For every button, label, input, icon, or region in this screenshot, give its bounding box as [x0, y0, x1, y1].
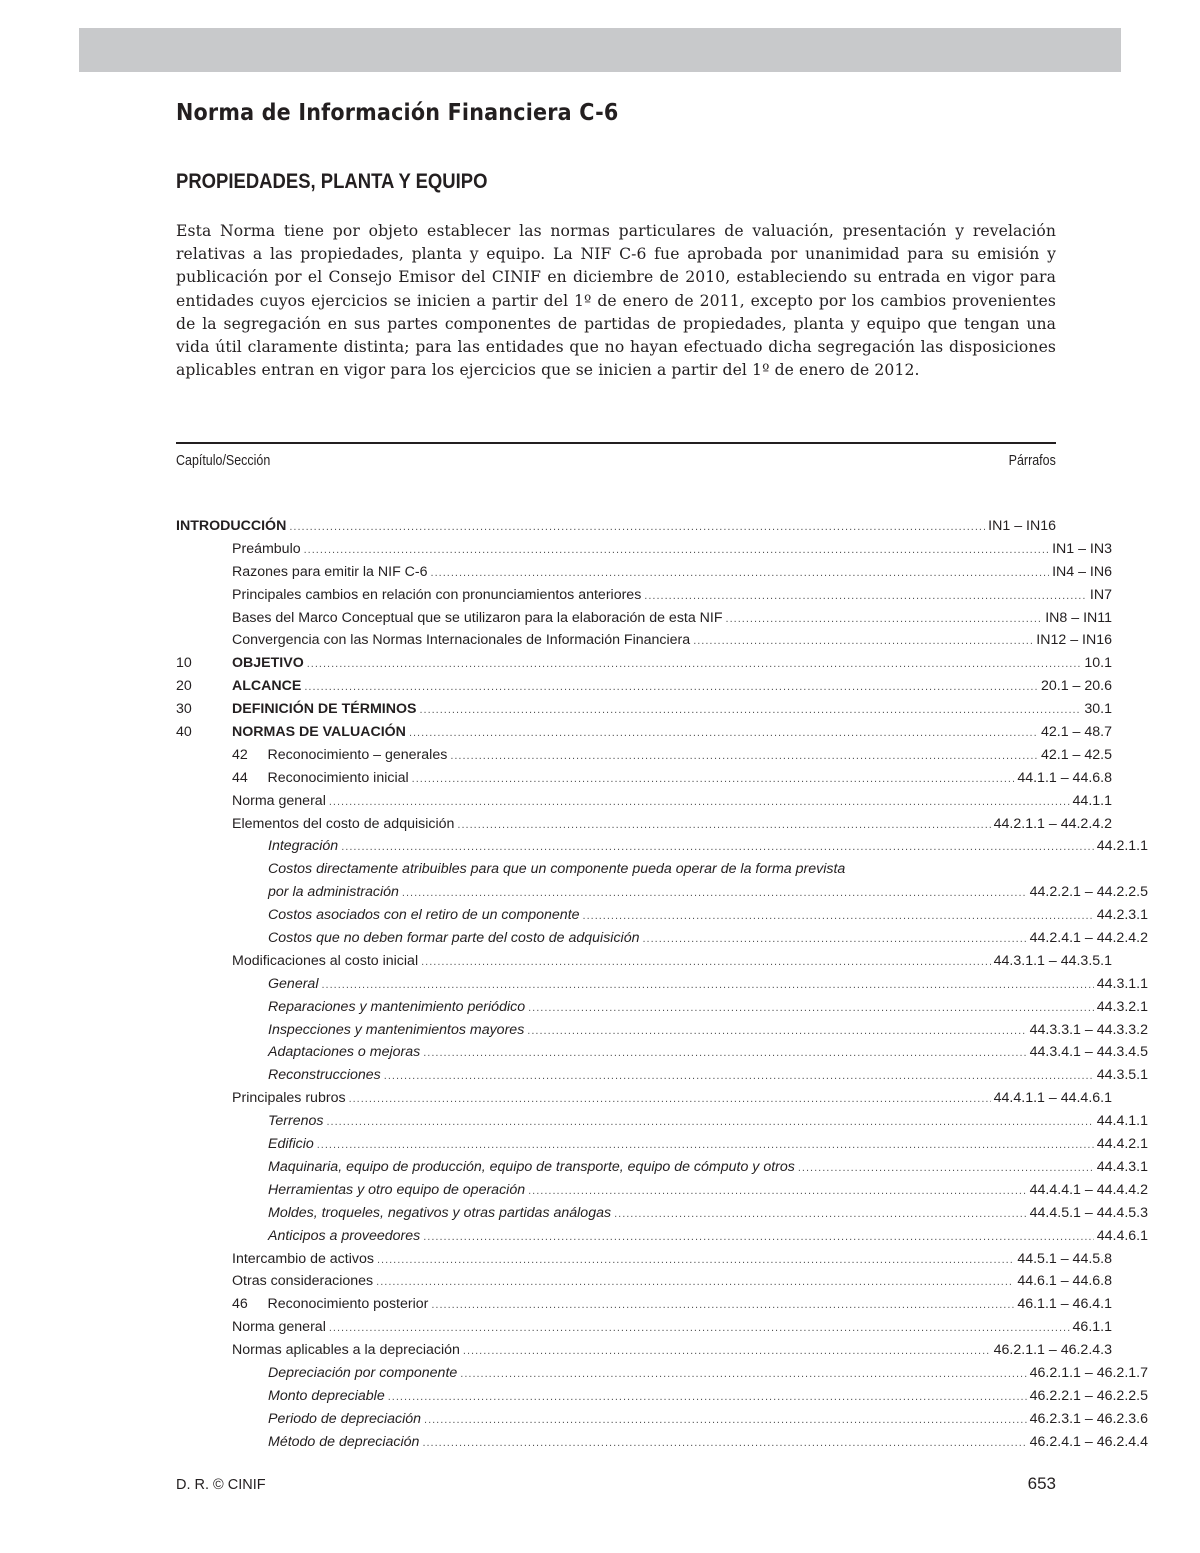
toc-entry-paragraphs: 44.5.1 – 44.5.8: [1017, 1250, 1112, 1267]
toc-entry: [176, 655, 1112, 678]
toc-leader-dots: [528, 1185, 1027, 1197]
toc-entry-label: Principales cambios en relación con pronunciamientos anteriores: [232, 586, 642, 603]
toc-entry-paragraphs: 44.6.1 – 44.6.8: [1017, 1273, 1112, 1290]
toc-leader-dots: [317, 1139, 1094, 1151]
toc-entry: [176, 1090, 1112, 1113]
toc-entry-label: OBJETIVO: [232, 655, 304, 672]
toc-entry-paragraphs: 44.2.1.1 – 44.2.4.2: [993, 815, 1112, 832]
toc-entry-paragraphs: IN4 – IN6: [1052, 563, 1112, 580]
toc-entry-label: Reparaciones y mantenimiento periódico: [268, 998, 526, 1015]
toc-leader-dots: [583, 910, 1094, 922]
toc-entry-paragraphs: 44.4.2.1: [1096, 1136, 1148, 1153]
toc-leader-dots: [349, 1093, 991, 1105]
toc-entry: [176, 952, 1112, 976]
toc-entry-paragraphs: IN8 – IN11: [1045, 609, 1112, 626]
toc-leader-dots: [642, 933, 1026, 945]
toc-leader-dots: [329, 1322, 1070, 1334]
toc-leader-dots: [329, 796, 1070, 808]
toc-entry-label: Método de depreciación: [268, 1433, 420, 1450]
toc-entry: [176, 724, 1112, 747]
toc-entry-paragraphs: 44.4.4.1 – 44.4.4.2: [1029, 1181, 1148, 1198]
toc-leader-dots: [422, 1437, 1026, 1449]
toc-entry-label: Bases del Marco Conceptual que se utilizaron para la elaboración de esta NIF: [232, 609, 723, 626]
toc-entry-label: 42 Reconocimiento – generales: [232, 746, 448, 763]
toc-entry-label: Inspecciones y mantenimientos mayores: [268, 1021, 525, 1038]
toc-entry-paragraphs: IN1 – IN3: [1052, 540, 1112, 557]
toc-leader-dots: [402, 887, 1027, 899]
toc-entry: [176, 1342, 1112, 1365]
toc-leader-dots: [614, 1208, 1027, 1220]
toc-entry-paragraphs: 44.3.1.1: [1096, 975, 1148, 992]
toc-entry-number: 20: [176, 678, 192, 695]
toc-entry-paragraphs: 44.4.1.1 – 44.4.6.1: [993, 1090, 1112, 1107]
toc-leader-dots: [388, 1391, 1027, 1403]
toc-leader-dots: [326, 1116, 1093, 1128]
toc-leader-dots: [798, 1162, 1094, 1174]
toc-leader-dots: [726, 613, 1043, 625]
toc-leader-dots: [423, 1047, 1026, 1059]
toc-entry-label: Anticipos a proveedores: [268, 1227, 421, 1244]
toc-entry: [176, 907, 1148, 930]
toc-leader-dots: [693, 635, 1033, 647]
toc-entry-label: Preámbulo: [232, 540, 301, 557]
toc-entry: [176, 701, 1112, 724]
toc-entry: [176, 1319, 1112, 1342]
toc-entry-paragraphs: 44.2.4.1 – 44.2.4.2: [1029, 930, 1148, 947]
toc-entry-paragraphs: 44.3.2.1: [1096, 998, 1148, 1015]
intro-paragraph: Esta Norma tiene por objeto establecer las normas particulares de valuación, presentación y revelación relativas a las propiedades, planta y equipo. La NIF C-6 fue aprobada por unanimidad para su emisión y publicación por el Consejo Emisor del CINIF en diciembre de 2010, estableciendo su entrada en vigor para entidades cuyos ejercicios se inicien a partir del 1º de enero de 2011, excepto por los cambios provenientes de la segregación en sus partes componentes de partidas de propiedades, planta y equipo que tengan una vida útil claramente distinta; para las entidades que no hayan efectuado dicha segregación las disposiciones aplicables entran en vigor para los ejercicios que se inicien a partir del 1º de enero de 2012.: [176, 222, 1056, 380]
toc-entry-label: 44 Reconocimiento inicial: [232, 769, 409, 786]
toc-entry-paragraphs: 44.4.6.1: [1096, 1227, 1148, 1244]
toc-leader-dots: [304, 544, 1049, 556]
toc-entry-paragraphs: 46.2.4.1 – 46.2.4.4: [1029, 1433, 1148, 1450]
toc-entry-label: 46 Reconocimiento posterior: [232, 1296, 429, 1313]
toc-entry: [176, 769, 1112, 793]
toc-entry-paragraphs: 44.4.3.1: [1096, 1158, 1148, 1175]
toc-entry: [176, 1021, 1148, 1045]
toc-entry: [176, 815, 1112, 839]
toc-entry-label: Otras consideraciones: [232, 1273, 374, 1290]
toc-leader-dots: [412, 773, 1015, 785]
toc-leader-dots: [289, 521, 985, 533]
toc-leader-dots: [460, 1368, 1026, 1380]
toc-leader-dots: [421, 956, 991, 968]
toc-entry-label: Reconstrucciones: [268, 1067, 381, 1084]
toc-leader-dots: [376, 1276, 1014, 1288]
toc-entry: [176, 975, 1148, 999]
toc-entry-label: Depreciación por componente: [268, 1364, 458, 1381]
toc-entry-paragraphs: 44.3.5.1: [1096, 1067, 1148, 1084]
toc-entry-label: General: [268, 975, 319, 992]
toc-leader-dots: [527, 1025, 1026, 1037]
toc-entry-label: Moldes, troqueles, negativos y otras partidas análogas: [268, 1204, 612, 1221]
toc-entry-paragraphs: 46.2.3.1 – 46.2.3.6: [1029, 1410, 1148, 1427]
toc-leader-dots: [528, 1002, 1094, 1014]
toc-entry-label: DEFINICIÓN DE TÉRMINOS: [232, 701, 417, 718]
toc-entry: [176, 1296, 1112, 1319]
toc-entry-paragraphs: IN12 – IN16: [1036, 632, 1112, 649]
toc-entry-paragraphs: 44.1.1 – 44.6.8: [1017, 769, 1112, 786]
toc-entry-paragraphs: 10.1: [1084, 655, 1112, 672]
toc-entry: [176, 1204, 1148, 1228]
toc-entry-paragraphs: 46.2.1.1 – 46.2.4.3: [993, 1342, 1112, 1359]
toc-entry-number: 10: [176, 655, 192, 672]
toc-entry: [176, 1433, 1148, 1457]
toc-entry: [176, 998, 1148, 1022]
toc-entry: [176, 1227, 1148, 1251]
toc-entry-label: Costos que no deben formar parte del costo de adquisición: [268, 930, 640, 947]
toc-entry-number: 40: [176, 724, 192, 741]
table-of-contents: [176, 518, 1148, 1457]
toc-leader-dots: [644, 590, 1087, 602]
toc-entry-paragraphs: IN7: [1089, 586, 1112, 603]
toc-leader-dots: [424, 1414, 1027, 1426]
toc-entry: [176, 1250, 1112, 1274]
toc-entry-paragraphs: 46.1.1 – 46.4.1: [1017, 1296, 1112, 1313]
toc-entry-label: Norma general: [232, 1319, 326, 1336]
toc-entry-label: NORMAS DE VALUACIÓN: [232, 724, 406, 741]
toc-leader-dots: [384, 1070, 1094, 1082]
toc-entry: [176, 1158, 1148, 1182]
toc-entry-label: Costos directamente atribuibles para que un componente pueda operar de la forma prevista: [268, 861, 846, 878]
toc-leader-dots: [307, 658, 1082, 670]
toc-entry-paragraphs: 30.1: [1084, 701, 1112, 718]
top-banner-bar: [79, 28, 1121, 72]
toc-entry: [176, 1181, 1148, 1205]
toc-entry-label: Modificaciones al costo inicial: [232, 952, 419, 969]
toc-leader-dots: [321, 979, 1093, 991]
footer-copyright: D. R. © CINIF: [176, 1477, 266, 1493]
toc-entry-label: Normas aplicables a la depreciación: [232, 1342, 460, 1359]
toc-entry-label: Monto depreciable: [268, 1387, 385, 1404]
toc-entry-paragraphs: 46.2.2.1 – 46.2.2.5: [1029, 1387, 1148, 1404]
toc-entry: [176, 1364, 1148, 1388]
toc-entry-label: Razones para emitir la NIF C-6: [232, 563, 428, 580]
toc-entry: [176, 1113, 1148, 1136]
toc-entry-paragraphs: 20.1 – 20.6: [1041, 678, 1112, 695]
toc-entry-label: Costos asociados con el retiro de un componente: [268, 907, 580, 924]
toc-entry: [176, 563, 1112, 587]
toc-entry: [176, 792, 1112, 816]
toc-entry-label: por la administración: [268, 884, 399, 901]
toc-entry: [176, 586, 1112, 610]
toc-leader-dots: [463, 1345, 991, 1357]
toc-leader-dots: [304, 681, 1038, 693]
toc-entry: [176, 540, 1112, 564]
toc-leader-dots: [423, 1231, 1094, 1243]
toc-entry-label: Periodo de depreciación: [268, 1410, 422, 1427]
toc-entry-paragraphs: 44.2.3.1: [1096, 907, 1148, 924]
toc-entry-paragraphs: 44.3.1.1 – 44.3.5.1: [993, 952, 1112, 969]
toc-entry-label: Elementos del costo de adquisición: [232, 815, 455, 832]
toc-entry-label: Adaptaciones o mejoras: [268, 1044, 421, 1061]
toc-entry-label: Norma general: [232, 792, 326, 809]
toc-leader-dots: [431, 1299, 1014, 1311]
toc-entry-label: Herramientas y otro equipo de operación: [268, 1181, 526, 1198]
section-divider: [176, 442, 1056, 444]
toc-leader-dots: [341, 841, 1094, 853]
toc-entry-label: INTRODUCCIÓN: [176, 518, 287, 534]
toc-entry: [176, 1067, 1148, 1090]
toc-entry-paragraphs: 44.4.5.1 – 44.4.5.3: [1029, 1204, 1148, 1221]
toc-entry-paragraphs: 42.1 – 42.5: [1041, 746, 1112, 763]
toc-entry-paragraphs: 44.2.2.1 – 44.2.2.5: [1029, 884, 1148, 901]
toc-entry: [176, 678, 1112, 701]
toc-entry-paragraphs: 42.1 – 48.7: [1041, 724, 1112, 741]
document-title: Norma de Información Financiera C-6: [176, 100, 619, 126]
toc-leader-dots: [377, 1254, 1014, 1266]
toc-entry-paragraphs: 46.1.1: [1072, 1319, 1112, 1336]
toc-entry: [176, 746, 1112, 770]
toc-entry-number: 30: [176, 701, 192, 718]
toc-entry-label: Terrenos: [268, 1113, 324, 1130]
toc-entry: [176, 609, 1112, 633]
toc-entry: [176, 930, 1148, 953]
toc-leader-dots: [409, 727, 1038, 739]
toc-header-paragraphs: Párrafos: [1008, 453, 1056, 469]
toc-entry-label: Convergencia con las Normas Internacionales de Información Financiera: [232, 632, 691, 649]
toc-entry-paragraphs: 44.2.1.1: [1096, 838, 1148, 855]
toc-entry: [176, 1387, 1148, 1411]
toc-header-chapter: Capítulo/Sección: [176, 453, 271, 469]
toc-entry: [176, 884, 1148, 907]
document-subtitle: PROPIEDADES, PLANTA Y EQUIPO: [176, 170, 488, 193]
toc-leader-dots: [457, 819, 990, 831]
toc-entry-paragraphs: 44.4.1.1: [1096, 1113, 1148, 1130]
toc-entry-label: Edificio: [268, 1136, 314, 1153]
toc-entry-label: Intercambio de activos: [232, 1250, 374, 1267]
toc-leader-dots: [419, 704, 1081, 716]
toc-entry: [176, 632, 1112, 655]
toc-entry-paragraphs: IN1 – IN16: [988, 518, 1056, 534]
toc-entry-label: Maquinaria, equipo de producción, equipo de transporte, equipo de cómputo y otros: [268, 1158, 795, 1175]
toc-entry-paragraphs: 44.3.4.1 – 44.3.4.5: [1029, 1044, 1148, 1061]
toc-leader-dots: [450, 750, 1038, 762]
toc-entry-paragraphs: 44.3.3.1 – 44.3.3.2: [1029, 1021, 1148, 1038]
toc-leader-dots: [431, 567, 1050, 579]
toc-entry: [176, 838, 1148, 861]
toc-entry-label: Integración: [268, 838, 339, 855]
toc-entry-label: Principales rubros: [232, 1090, 346, 1107]
page-number: 653: [1027, 1474, 1056, 1493]
toc-entry: [176, 1136, 1148, 1159]
toc-entry-paragraphs: 46.2.1.1 – 46.2.1.7: [1029, 1364, 1148, 1381]
toc-entry: [176, 1044, 1148, 1067]
toc-entry-label: ALCANCE: [232, 678, 302, 695]
toc-entry: [176, 518, 1056, 541]
toc-entry: [176, 1410, 1148, 1434]
toc-entry: [176, 1273, 1112, 1296]
toc-entry: [176, 861, 1056, 884]
toc-entry-paragraphs: 44.1.1: [1072, 792, 1112, 809]
